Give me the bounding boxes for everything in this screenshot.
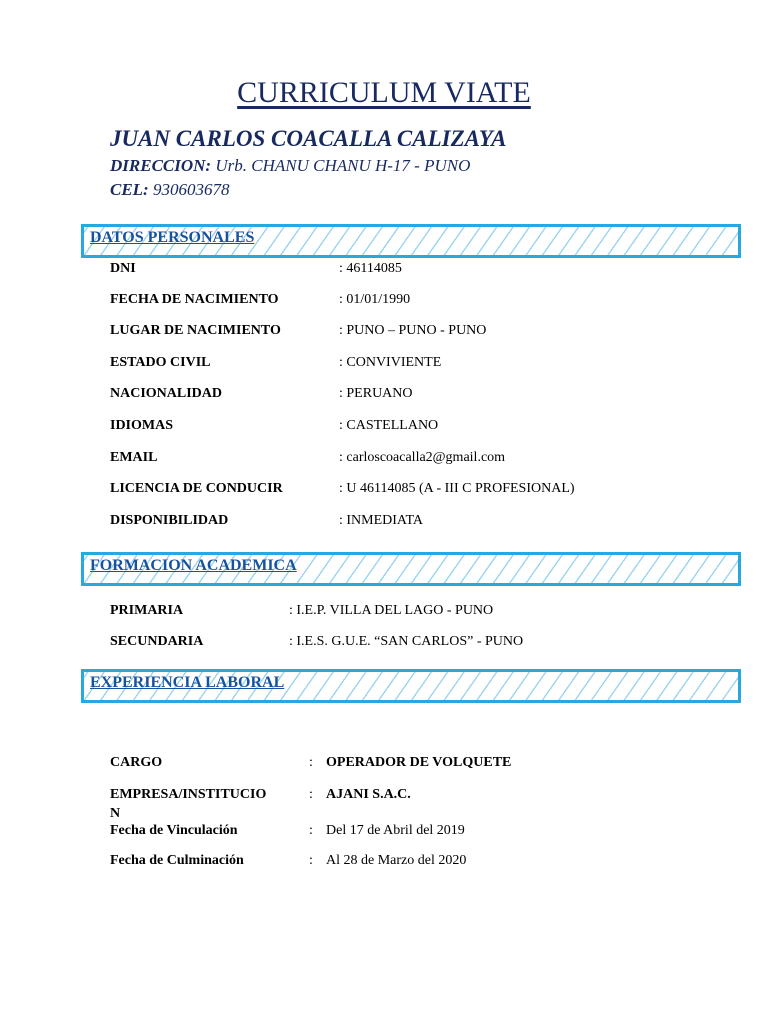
personal-value-availability: : INMEDIATA: [339, 513, 424, 528]
personal-value-email: : carloscoacalla2@gmail.com: [339, 450, 506, 465]
address-value: Urb. CHANU CHANU H-17 - PUNO: [211, 156, 471, 175]
experience-colon-start-date: :: [309, 823, 313, 838]
personal-value-birthdate: : 01/01/1990: [339, 292, 411, 307]
section-header-personal: [81, 224, 741, 258]
education-label-secondary: SECUNDARIA: [110, 634, 204, 649]
section-header-experience: [81, 669, 741, 703]
address-line: [110, 156, 470, 176]
experience-colon-company: :: [309, 787, 313, 802]
personal-label-email: EMAIL: [110, 450, 158, 465]
page-title: CURRICULUM VIATE: [237, 76, 531, 109]
personal-label-dni: DNI: [110, 261, 136, 276]
personal-label-civil-status: ESTADO CIVIL: [110, 355, 211, 370]
personal-value-dni: : 46114085: [339, 261, 402, 276]
experience-value-company: AJANI S.A.C.: [326, 787, 411, 802]
experience-value-position: OPERADOR DE VOLQUETE: [326, 755, 512, 770]
experience-value-end-date: Al 28 de Marzo del 2020: [326, 853, 467, 868]
education-label-primary: PRIMARIA: [110, 603, 184, 618]
phone-label: CEL:: [110, 180, 149, 199]
experience-colon-end-date: :: [309, 853, 313, 868]
personal-value-nationality: : PERUANO: [339, 386, 413, 401]
personal-label-languages: IDIOMAS: [110, 418, 174, 433]
education-value-secondary: : I.E.S. G.U.E. “SAN CARLOS” - PUNO: [289, 634, 524, 649]
experience-label-position: CARGO: [110, 755, 163, 770]
experience-label-company: EMPRESA/INSTITUCIO: [110, 787, 267, 802]
section-header-education: [81, 552, 741, 586]
section-title-personal: DATOS PERSONALES: [90, 229, 255, 246]
experience-label-start-date: Fecha de Vinculación: [110, 823, 238, 838]
personal-label-availability: DISPONIBILIDAD: [110, 513, 229, 528]
experience-label-company-wrap: N: [110, 806, 121, 821]
phone-value: 930603678: [148, 180, 230, 199]
experience-label-end-date: Fecha de Culminación: [110, 853, 244, 868]
personal-value-languages: : CASTELLANO: [339, 418, 439, 433]
personal-value-civil-status: : CONVIVIENTE: [339, 355, 442, 370]
personal-label-nationality: NACIONALIDAD: [110, 386, 223, 401]
education-value-primary: : I.E.P. VILLA DEL LAGO - PUNO: [289, 603, 494, 618]
section-title-education: FORMACION ACADEMICA: [90, 557, 297, 574]
experience-colon-position: :: [309, 755, 313, 770]
personal-label-birthdate: FECHA DE NACIMIENTO: [110, 292, 279, 307]
personal-value-license: : U 46114085 (A - III C PROFESIONAL): [339, 481, 575, 496]
personal-value-birthplace: : PUNO – PUNO - PUNO: [339, 323, 487, 338]
personal-label-license: LICENCIA DE CONDUCIR: [110, 481, 283, 496]
address-label: DIRECCION:: [110, 156, 212, 175]
experience-value-start-date: Del 17 de Abril del 2019: [326, 823, 465, 838]
phone-line: [110, 180, 229, 200]
section-title-experience: EXPERIENCIA LABORAL: [90, 674, 285, 691]
personal-label-birthplace: LUGAR DE NACIMIENTO: [110, 323, 281, 338]
candidate-name: JUAN CARLOS COACALLA CALIZAYA: [110, 126, 507, 151]
